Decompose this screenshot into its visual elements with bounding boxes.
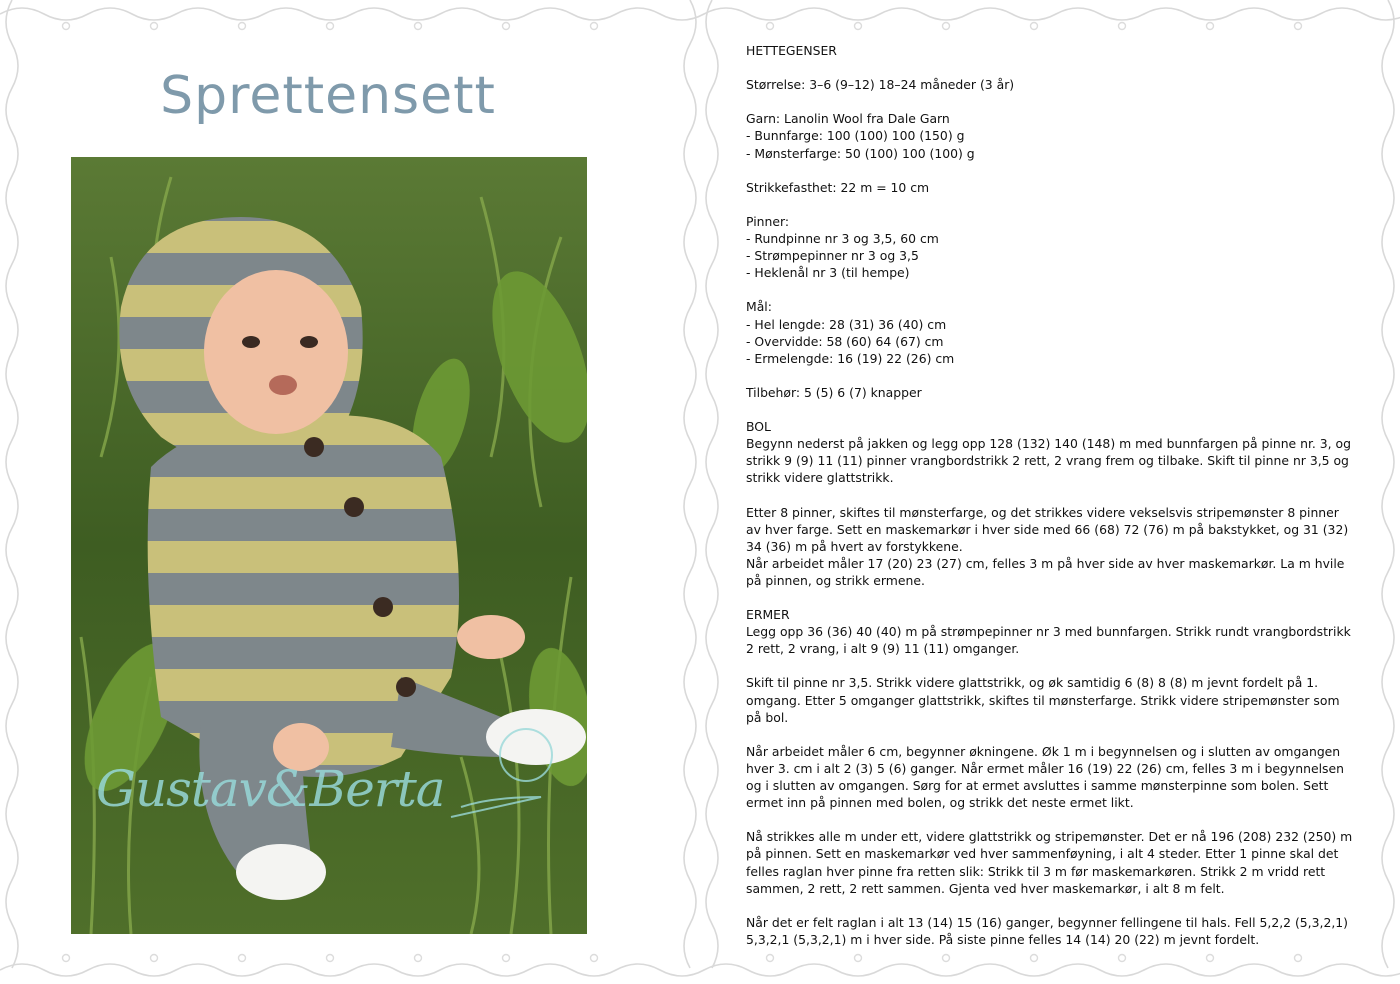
sleeves-paragraph: Når arbeidet måler 6 cm, begynner økningene. Øk 1 m i begynnelsen og i slutten av omgangen hver 3. cm i alt 2 (3) 5 (6) ganger. Når ermet måler 16 (19) 22 (26) cm, felles 3 m i begynnelsen og i slutten av omgangen. Sørg for at ermet avsluttes i samme mønsterpinne som bolen. Sett ermet inn på pinnen med bolen, og strikk det neste ermet likt. xyxy=(746,743,1344,811)
yarn-line: - Mønsterfarge: 50 (100) 100 (100) g xyxy=(746,145,975,161)
measurements-block xyxy=(746,298,1356,366)
body-paragraph: Etter 8 pinner, skiftes til mønsterfarge, og det strikkes videre vekselsvis stripemønster 8 pinner av hver farge. Sett en maskemarkør i hver side med 66 (68) 72 (76) m på bakstykket, og 31 (32) 34 (36) m på hvert av forstykkene. xyxy=(746,504,1349,554)
sleeves-paragraph: Legg opp 36 (36) 40 (40) m på strømpepinner nr 3 med bunnfargen. Strikk rundt vrangbordstrikk 2 rett, 2 vrang, i alt 9 (9) 11 (11) omganger. xyxy=(746,624,1351,657)
yoke-paragraph: Når det er felt raglan i alt 13 (14) 15 (16) ganger, begynner fellingene til hals. Fell 5,2,2 (5,3,2,1) 5,3,2,1 (5,3,2,1) m i hver side. På siste pinne felles 14 (14) 20 (22) m jevnt fordelt. xyxy=(746,914,1348,947)
accessories-line: Tilbehør: 5 (5) 6 (7) knapper xyxy=(746,384,922,400)
measurement-line: - Overvidde: 58 (60) 64 (67) cm xyxy=(746,333,944,349)
pattern-instructions xyxy=(746,42,1356,965)
sleeves-paragraph: Skift til pinne nr 3,5. Strikk videre glattstrikk, og øk samtidig 6 (8) 8 (8) m jevnt fordelt på 1. omgang. Etter 5 omganger glattstrikk, skiftes til mønsterfarge. Strikk videre stripemønster som på bol. xyxy=(746,675,1340,725)
section-heading-ermer: ERMER xyxy=(746,607,790,623)
needles-line: - Heklenål nr 3 (til hempe) xyxy=(746,265,910,281)
measurement-line: - Hel lengde: 28 (31) 36 (40) cm xyxy=(746,316,947,332)
gustav-berta-watermark: Gustav&Berta xyxy=(96,760,445,818)
yarn-line: - Bunnfarge: 100 (100) 100 (150) g xyxy=(746,128,965,144)
needles-line: - Rundpinne nr 3 og 3,5, 60 cm xyxy=(746,231,939,247)
yoke-paragraph: Nå strikkes alle m under ett, videre glattstrikk og stripemønster. Det er nå 196 (208) 232 (250) m på pinnen. Sett en maskemarkør ved hver sammenføyning, i alt 4 steder. Etter 1 pinne skal det felles raglan hver pinne fra retten slik: Strikk til 3 m før maskemarkøren. Strikk 2 m vridd rett sammen, 2 rett, 2 rett sammen. Gjenta ved hver maskemarkør, i alt 8 m felt. xyxy=(746,829,1353,896)
size-line: Størrelse: 3–6 (9–12) 18–24 måneder (3 år) xyxy=(746,77,1015,93)
needles-line: - Strømpepinner nr 3 og 3,5 xyxy=(746,248,919,264)
gauge-line: Strikkefasthet: 22 m = 10 cm xyxy=(746,179,930,195)
section-heading-bol: BOL xyxy=(746,419,771,435)
yarn-line: Garn: Lanolin Wool fra Dale Garn xyxy=(746,111,950,127)
needles-line: Pinner: xyxy=(746,213,790,229)
body-section-2 xyxy=(746,504,1356,589)
yarn-block xyxy=(746,110,1356,161)
needles-block xyxy=(746,213,1356,281)
section-heading-hettegenser: HETTEGENSER xyxy=(746,43,837,58)
measurement-line: Mål: xyxy=(746,299,772,315)
body-paragraph: Når arbeidet måler 17 (20) 23 (27) cm, felles 3 m på hver side av hver maskemarkør. La m hvile på pinnen, og strikk ermene. xyxy=(746,555,1345,588)
sleeves-section xyxy=(746,606,1356,657)
body-section xyxy=(746,418,1356,486)
body-paragraph: Begynn nederst på jakken og legg opp 128 (132) 140 (148) m med bunnfargen på pinne nr. 3, og strikk 9 (9) 11 (11) pinner vrangbordstrikk 2 rett, 2 vrang frem og tilbake. Skift til pinne nr 3,5 og strikk videre glattstrikk. xyxy=(746,436,1351,486)
measurement-line: - Ermelengde: 16 (19) 22 (26) cm xyxy=(746,350,955,366)
pattern-title: Sprettensett xyxy=(160,66,496,126)
